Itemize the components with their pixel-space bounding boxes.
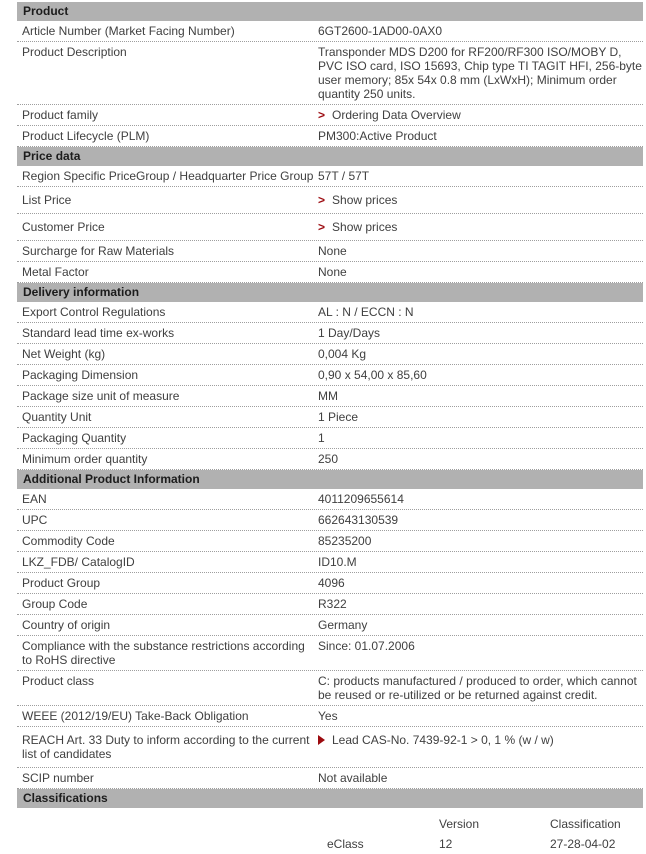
table-row [17, 768, 643, 789]
row-label: Product Description [22, 45, 127, 59]
row-label: Standard lead time ex-works [22, 326, 175, 340]
table-row [17, 166, 643, 187]
table-row [17, 615, 643, 636]
row-value: 4096 [318, 576, 345, 590]
table-row [17, 105, 643, 126]
row-label: Net Weight (kg) [22, 347, 106, 361]
row-label: WEEE (2012/19/EU) Take-Back Obligation [22, 709, 249, 723]
row-label: List Price [22, 193, 72, 207]
classification-data-row [327, 834, 643, 854]
row-label: Quantity Unit [22, 410, 92, 424]
row-label: REACH Art. 33 Duty to inform according to the current list of candidates [22, 733, 310, 761]
classification-header-version: Version [439, 817, 480, 831]
classification-code-value: 27-28-04-02 [550, 837, 616, 851]
row-label: Compliance with the substance restrictions according to RoHS directive [22, 639, 305, 667]
table-row [17, 407, 643, 428]
arrow-right-icon [318, 735, 325, 745]
row-label: Export Control Regulations [22, 305, 166, 319]
table-row [17, 573, 643, 594]
section-header-product [17, 2, 643, 21]
classification-version-value: 12 [439, 837, 453, 851]
row-value: Transponder MDS D200 for RF200/RF300 ISO/MOBY D, PVC ISO card, ISO 15693, Chip type TI TAGIT HFI, 256-byte user memory; 85x 54x 0.8 mm (LxWxH); Minimum order quantity 250 units. [318, 45, 642, 101]
section-header-additional-product-information [17, 470, 643, 489]
row-value: Not available [318, 771, 388, 785]
row-label: Surcharge for Raw Materials [22, 244, 175, 258]
row-value: None [318, 265, 347, 279]
table-row [17, 636, 643, 671]
row-value: MM [318, 389, 338, 403]
row-value: Yes [318, 709, 338, 723]
section-header-delivery-information [17, 283, 643, 302]
chevron-right-icon: > [318, 108, 326, 122]
classification-header-classification: Classification [550, 817, 621, 831]
table-row [17, 241, 643, 262]
table-row [17, 262, 643, 283]
chevron-right-icon: > [318, 220, 326, 234]
row-value [318, 108, 643, 122]
link-label: Show prices [332, 193, 398, 207]
row-label: Package size unit of measure [22, 389, 180, 403]
table-row [17, 489, 643, 510]
row-value: 0,90 x 54,00 x 85,60 [318, 368, 427, 382]
list-price-show-prices-link[interactable] [318, 193, 397, 207]
section-title: Delivery information [23, 285, 140, 299]
link-label: Show prices [332, 220, 398, 234]
table-row [17, 671, 643, 706]
ordering-data-overview-link[interactable] [318, 108, 461, 122]
table-row [17, 510, 643, 531]
link-label: Ordering Data Overview [332, 108, 461, 122]
row-value: ID10.M [318, 555, 357, 569]
chevron-right-icon: > [318, 193, 326, 207]
row-label: EAN [22, 492, 47, 506]
row-value: 1 [318, 431, 325, 445]
row-label: Region Specific PriceGroup / Headquarter Price Group [22, 169, 314, 183]
table-row [17, 594, 643, 615]
table-row [17, 727, 643, 768]
table-row [17, 344, 643, 365]
table-row [17, 552, 643, 573]
row-value: AL : N / ECCN : N [318, 305, 414, 319]
table-row [17, 365, 643, 386]
table-row [17, 214, 643, 241]
row-label: Commodity Code [22, 534, 115, 548]
row-label: Minimum order quantity [22, 452, 148, 466]
section-title: Classifications [23, 791, 108, 805]
row-value: 4011209655614 [318, 492, 404, 506]
row-label: Article Number (Market Facing Number) [22, 24, 235, 38]
row-value [318, 193, 643, 207]
row-label: Customer Price [22, 220, 105, 234]
table-row [17, 42, 643, 105]
row-value [318, 733, 643, 747]
row-label: UPC [22, 513, 48, 527]
row-value: Germany [318, 618, 368, 632]
table-row [17, 449, 643, 470]
table-row [17, 386, 643, 407]
row-value: 662643130539 [318, 513, 399, 527]
section-header-price-data [17, 147, 643, 166]
row-value: None [318, 244, 347, 258]
row-label: Product Lifecycle (PLM) [22, 129, 150, 143]
section-title: Additional Product Information [23, 472, 200, 486]
row-value: 250 [318, 452, 339, 466]
row-value [318, 220, 643, 234]
table-row [17, 323, 643, 344]
row-label: Packaging Dimension [22, 368, 139, 382]
row-label: Country of origin [22, 618, 111, 632]
table-row [17, 187, 643, 214]
row-value: 1 Day/Days [318, 326, 381, 340]
table-row [17, 21, 643, 42]
row-value: 1 Piece [318, 410, 359, 424]
row-label: Product class [22, 674, 95, 688]
row-label: LKZ_FDB/ CatalogID [22, 555, 135, 569]
table-row [17, 706, 643, 727]
row-value: R322 [318, 597, 347, 611]
row-value: PM300:Active Product [318, 129, 437, 143]
classification-table [17, 808, 643, 854]
classification-system-name: eClass [327, 837, 364, 851]
row-label: SCIP number [22, 771, 94, 785]
row-label: Metal Factor [22, 265, 89, 279]
row-value: Since: 01.07.2006 [318, 639, 415, 653]
row-label: Product Group [22, 576, 101, 590]
row-label: Product family [22, 108, 99, 122]
row-label: Group Code [22, 597, 88, 611]
row-value: 85235200 [318, 534, 372, 548]
row-value: 0,004 Kg [318, 347, 367, 361]
table-row [17, 126, 643, 147]
row-label: Packaging Quantity [22, 431, 127, 445]
classification-header-row [327, 814, 643, 834]
table-row [17, 531, 643, 552]
classification-header-empty [327, 817, 439, 831]
table-row [17, 302, 643, 323]
table-row [17, 428, 643, 449]
row-value: 57T / 57T [318, 169, 370, 183]
reach-substance-text: Lead CAS-No. 7439-92-1 > 0, 1 % (w / w) [332, 733, 554, 747]
customer-price-show-prices-link[interactable] [318, 220, 397, 234]
row-value: 6GT2600-1AD00-0AX0 [318, 24, 443, 38]
section-title: Price data [23, 149, 81, 163]
section-header-classifications [17, 789, 643, 808]
row-value: C: products manufactured / produced to order, which cannot be reused or re-utilized or be returned against credit. [318, 674, 637, 702]
section-title: Product [23, 4, 69, 18]
